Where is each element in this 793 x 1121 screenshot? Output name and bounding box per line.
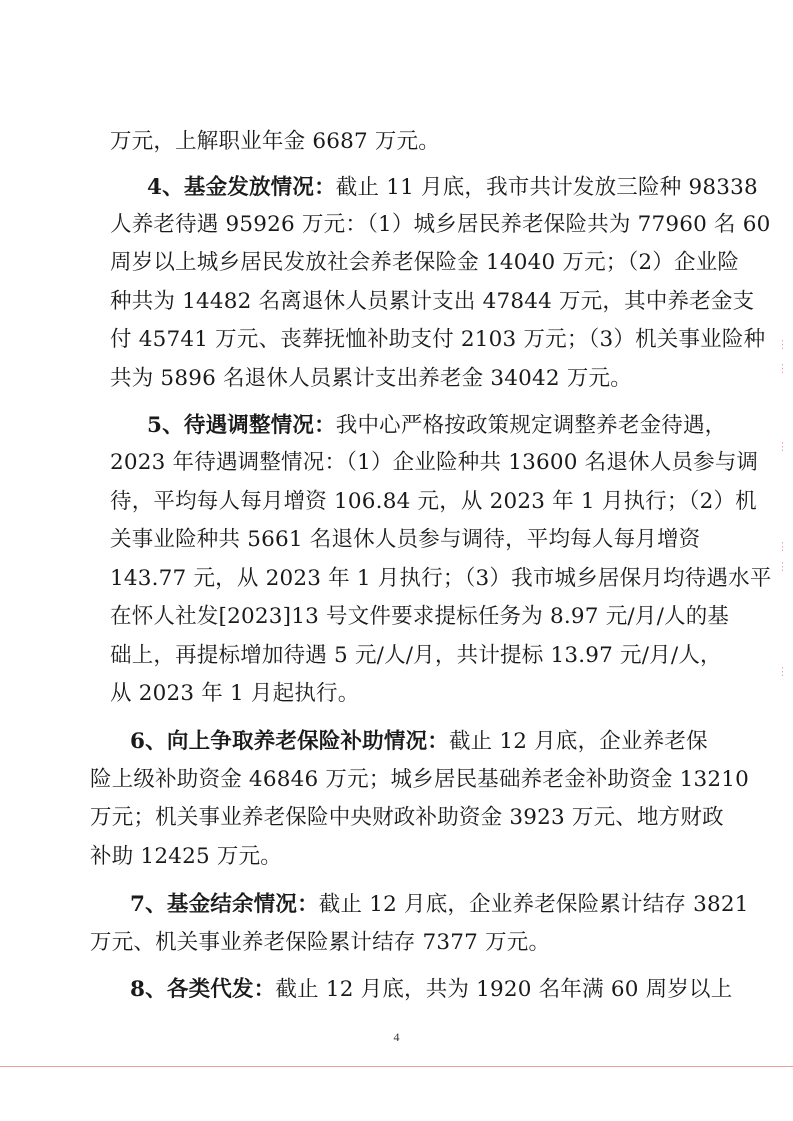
line-text: 关事业险种共 5661 名退休人员参与调待，平均每人每月增资 — [110, 527, 701, 552]
line-text: 万元、机关事业养老保险累计结存 7377 万元。 — [90, 930, 551, 955]
section-title: 基金结余情况： — [166, 892, 319, 917]
text-line — [110, 602, 729, 632]
line-text: 补助 12425 万元。 — [90, 844, 282, 869]
line-text: 付 45741 万元、丧葬抚恤补助支付 2103 万元；（3）机关事业险种 — [110, 327, 766, 352]
section-heading-6 — [130, 727, 708, 757]
seal-edge-mark: ⋮ — [777, 540, 788, 553]
section-heading-5 — [147, 411, 726, 441]
line-text: 2023 年待遇调整情况：（1）企业险种共 13600 名退休人员参与调 — [110, 450, 759, 475]
line-text: 从 2023 年 1 月起执行。 — [110, 681, 360, 706]
text-line — [110, 325, 765, 355]
text-line — [90, 842, 282, 872]
line-text: 待，平均每人每月增资 106.84 元，从 2023 年 1 月执行；（2）机 — [110, 489, 757, 514]
line-text: 截止 12 月底，共为 1920 名年满 60 周岁以上 — [275, 977, 733, 1002]
text-line — [110, 210, 771, 240]
text-line — [90, 803, 724, 833]
section-title: 向上争取养老保险补助情况： — [166, 729, 449, 754]
text-line — [110, 679, 359, 709]
line-text: 人养老待遇 95926 万元：（1）城乡居民养老保险共为 77960 名 60 — [110, 212, 771, 237]
text-line — [110, 448, 758, 478]
line-text: 截止 12 月底，企业养老保险累计结存 3821 — [318, 892, 749, 917]
section-number: 8、 — [130, 977, 167, 1002]
line-text: 种共为 14482 名离退休人员累计支出 47844 万元，其中养老金支 — [110, 289, 755, 314]
section-number: 4、 — [147, 175, 184, 200]
section-heading-4 — [147, 173, 758, 203]
line-text: 143.77 元，从 2023 年 1 月执行；（3）我市城乡居保月均待遇水平 — [110, 566, 772, 591]
line-text: 在怀人社发[2023]13 号文件要求提标任务为 8.97 元/月/人的基 — [110, 604, 730, 629]
section-number: 5、 — [147, 413, 184, 438]
section-title: 待遇调整情况： — [183, 413, 336, 438]
section-heading-7 — [130, 890, 749, 920]
seal-edge-mark: ⋮ — [777, 338, 788, 351]
seal-edge-mark: ⋮ — [777, 665, 788, 678]
text-line — [110, 564, 772, 594]
seal-edge-mark: ⋮ — [777, 560, 788, 573]
text-line — [110, 487, 757, 517]
text-line — [110, 364, 632, 394]
section-title: 各类代发： — [166, 977, 276, 1002]
line-text: 万元，上解职业年金 6687 万元。 — [110, 129, 440, 154]
section-heading-8 — [130, 975, 732, 1005]
line-text: 我中心严格按政策规定调整养老金待遇， — [335, 413, 727, 438]
page-number: 4 — [393, 1030, 400, 1044]
line-text: 截止 11 月底，我市共计发放三险种 98338 — [335, 175, 758, 200]
text-line — [110, 127, 440, 157]
text-line — [110, 641, 722, 671]
section-number: 6、 — [130, 729, 167, 754]
line-text: 础上，再提标增加待遇 5 元/人/月，共计提标 13.97 元/月/人， — [110, 643, 722, 668]
line-text: 共为 5896 名退休人员累计支出养老金 34042 万元。 — [110, 366, 632, 391]
section-title: 基金发放情况： — [183, 175, 336, 200]
text-line — [110, 287, 754, 317]
seal-edge-mark: ⋮ — [777, 440, 788, 453]
seal-edge-mark: ⋮ — [777, 362, 788, 375]
text-line — [90, 928, 550, 958]
text-line — [90, 765, 749, 795]
line-text: 险上级补助资金 46846 万元；城乡居民基础养老金补助资金 13210 — [90, 767, 749, 792]
line-text: 截止 12 月底，企业养老保 — [448, 729, 708, 754]
text-line — [110, 248, 739, 278]
text-line — [110, 525, 700, 555]
section-number: 7、 — [130, 892, 167, 917]
line-text: 周岁以上城乡居民发放社会养老保险金 14040 万元；（2）企业险 — [110, 250, 740, 275]
line-text: 万元；机关事业养老保险中央财政补助资金 3923 万元、地方财政 — [90, 805, 724, 830]
bottom-divider — [0, 1066, 793, 1067]
